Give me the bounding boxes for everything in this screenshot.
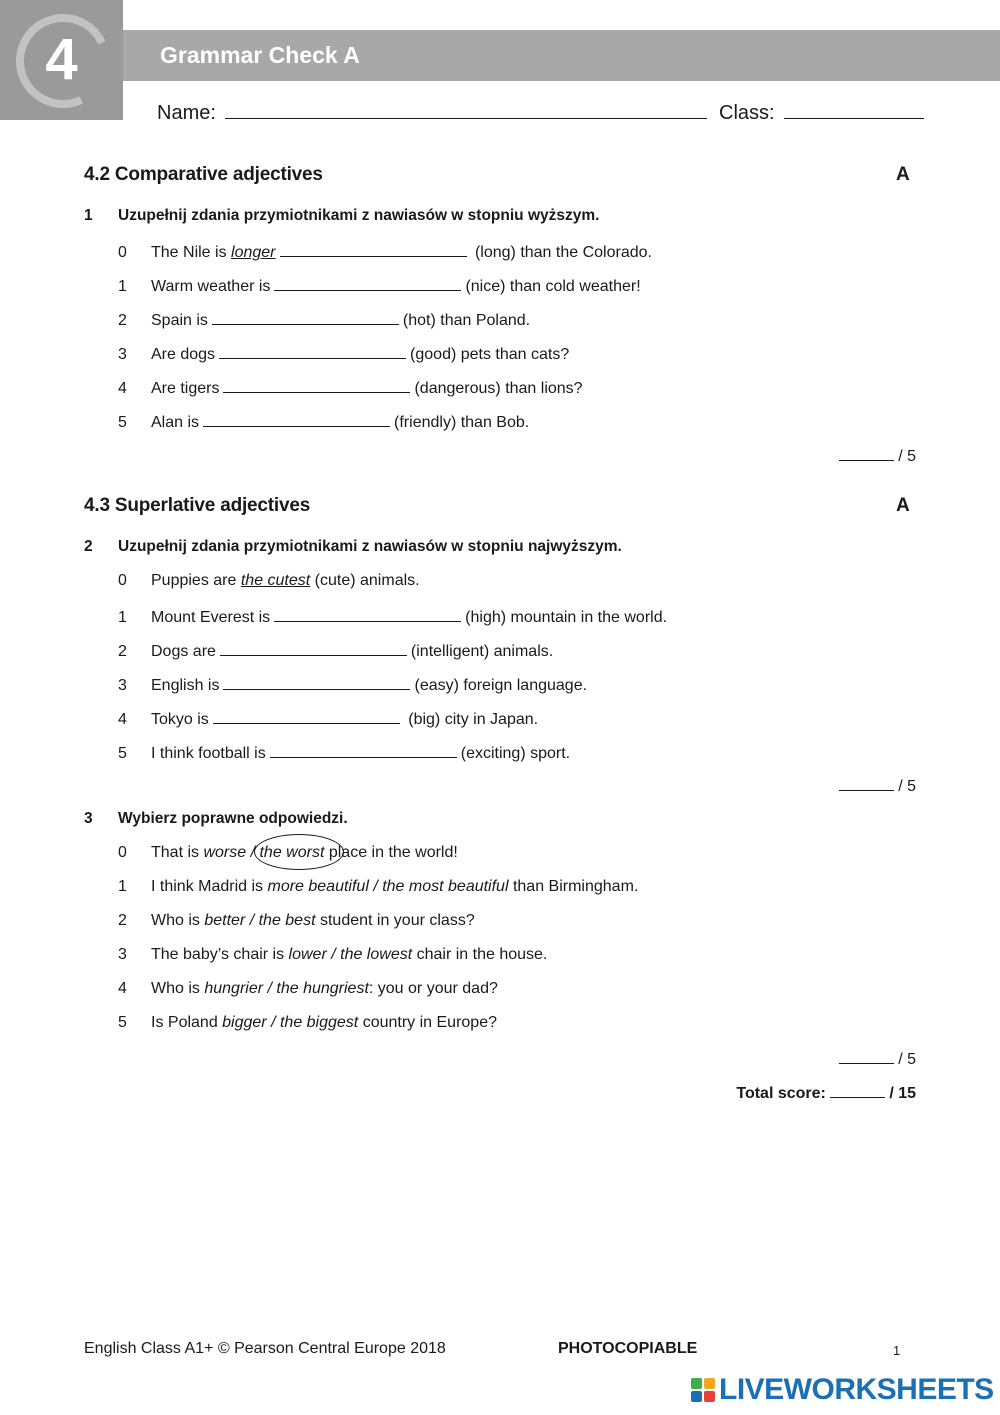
score-field[interactable] — [839, 1049, 894, 1064]
row-text-before: Are dogs — [151, 346, 216, 363]
exercise-row — [118, 275, 641, 296]
class-label: Class: — [719, 102, 775, 124]
score-max: / 5 — [898, 778, 916, 795]
row-text-before: That is — [151, 844, 204, 861]
row-text-after: (exciting) sport. — [460, 745, 571, 762]
row-text-before: Who is — [151, 980, 205, 997]
example-answer: longer — [231, 244, 276, 261]
exercise-row — [118, 309, 530, 330]
row-text-before: Who is — [151, 912, 205, 929]
task-number: 3 — [84, 810, 93, 827]
choice-row — [118, 980, 498, 998]
exercise-row — [118, 377, 583, 398]
answer-field[interactable] — [212, 309, 399, 325]
answer-field[interactable] — [219, 343, 406, 359]
exercise-row — [118, 343, 569, 364]
row-number: 3 — [118, 346, 127, 363]
brand-name: LIVEWORKSHEETS — [719, 1373, 994, 1406]
row-text-before: Warm weather is — [151, 278, 271, 295]
row-text-after: than Birmingham. — [508, 878, 639, 895]
score-field[interactable] — [839, 776, 894, 791]
row-text-before: Are tigers — [151, 380, 220, 397]
row-text-before: Puppies are — [151, 572, 241, 589]
answer-field[interactable] — [274, 606, 461, 622]
choice-row — [118, 878, 638, 896]
answer-field[interactable] — [270, 742, 457, 758]
row-text-after: (dangerous) than lions? — [414, 380, 583, 397]
task-instruction: Wybierz poprawne odpowiedzi. — [118, 810, 348, 827]
row-number: 5 — [118, 414, 127, 431]
example-circle-mark — [254, 834, 344, 870]
task-1-instruction — [84, 207, 599, 225]
exercise-row — [118, 708, 538, 729]
score-section-2 — [839, 776, 916, 796]
row-text-before: English is — [151, 677, 220, 694]
unit-badge — [0, 0, 123, 120]
row-number: 4 — [118, 980, 127, 997]
footer-photocopiable: PHOTOCOPIABLE — [558, 1340, 698, 1357]
row-text-after: (big) city in Japan. — [403, 711, 539, 728]
score-section-1 — [839, 446, 916, 466]
total-score — [736, 1083, 916, 1103]
row-text-after: place in the world! — [324, 844, 458, 861]
answer-options[interactable]: lower / the lowest — [288, 946, 413, 963]
total-score-max: / 15 — [889, 1085, 916, 1102]
row-text-after: chair in the house. — [412, 946, 548, 963]
section-title-comparative: 4.2 Comparative adjectives — [84, 164, 323, 185]
exercise-row — [118, 411, 529, 432]
unit-number: 4 — [45, 27, 78, 92]
footer-copyright: English Class A1+ © Pearson Central Europe 2018 — [84, 1340, 446, 1357]
class-field[interactable] — [784, 101, 924, 119]
row-number: 2 — [118, 912, 127, 929]
row-text-before: Dogs are — [151, 643, 216, 660]
row-number: 0 — [118, 572, 127, 589]
score-section-3 — [839, 1049, 916, 1069]
answer-field[interactable] — [223, 674, 410, 690]
row-text-before: Mount Everest is — [151, 609, 271, 626]
row-text-after: student in your class? — [315, 912, 475, 929]
row-text-after: (friendly) than Bob. — [394, 414, 530, 431]
title-band — [123, 30, 1000, 81]
exercise-row — [118, 241, 652, 262]
row-number: 5 — [118, 1014, 127, 1031]
row-number: 1 — [118, 609, 127, 626]
liveworksheets-brand[interactable] — [691, 1373, 994, 1407]
row-text-after: (intelligent) animals. — [410, 643, 554, 660]
row-text-after: (good) pets than cats? — [410, 346, 570, 363]
row-number: 0 — [118, 844, 127, 861]
answer-options[interactable]: better / the best — [204, 912, 316, 929]
name-class-line — [157, 101, 924, 125]
section-title-superlative: 4.3 Superlative adjectives — [84, 495, 311, 516]
row-number: 3 — [118, 677, 127, 694]
exercise-row — [118, 640, 553, 661]
answer-field[interactable] — [223, 377, 410, 393]
row-text-after: country in Europe? — [358, 1014, 497, 1031]
row-text-after: (easy) foreign language. — [414, 677, 588, 694]
task-number: 1 — [84, 207, 93, 224]
row-text-after: (long) than the Colorado. — [470, 244, 652, 261]
row-number: 3 — [118, 946, 127, 963]
row-number: 2 — [118, 312, 127, 329]
answer-field[interactable] — [213, 708, 400, 724]
task-number: 2 — [84, 538, 93, 555]
row-text-before: I think Madrid is — [151, 878, 268, 895]
total-score-field[interactable] — [830, 1083, 885, 1098]
row-number: 1 — [118, 278, 127, 295]
answer-options[interactable]: bigger / the biggest — [222, 1014, 359, 1031]
choice-row — [118, 946, 547, 964]
row-number: 2 — [118, 643, 127, 660]
page-title: Grammar Check A — [160, 42, 360, 68]
answer-options[interactable]: hungrier / the hungriest — [204, 980, 369, 997]
answer-field[interactable] — [220, 640, 407, 656]
row-number: 4 — [118, 711, 127, 728]
exercise-row — [118, 674, 587, 695]
row-text-before: The baby’s chair is — [151, 946, 289, 963]
exercise-row — [118, 606, 667, 627]
answer-line — [280, 241, 467, 257]
row-text-before: Alan is — [151, 414, 200, 431]
row-text-before: Spain is — [151, 312, 208, 329]
task-instruction: Uzupełnij zdania przymiotnikami z nawiasów w stopniu wyższym. — [118, 207, 600, 224]
choice-row — [118, 1014, 497, 1032]
name-field[interactable] — [225, 101, 707, 119]
task-2-instruction — [84, 538, 622, 556]
row-number: 0 — [118, 244, 127, 261]
score-max: / 5 — [898, 1051, 916, 1068]
example-answer: the cutest — [240, 572, 311, 589]
task-instruction: Uzupełnij zdania przymiotnikami z nawiasów w stopniu najwyższym. — [118, 538, 622, 555]
exercise-row — [118, 742, 570, 763]
row-number: 5 — [118, 745, 127, 762]
row-text-before: The Nile is — [151, 244, 232, 261]
row-text-before: Is Poland — [151, 1014, 223, 1031]
task-3-instruction — [84, 810, 348, 828]
exercise-row — [118, 572, 420, 590]
row-number: 4 — [118, 380, 127, 397]
row-text-after: (high) mountain in the world. — [465, 609, 668, 626]
row-text-before: I think football is — [151, 745, 266, 762]
row-text-after: : you or your dad? — [368, 980, 498, 997]
row-number: 1 — [118, 878, 127, 895]
answer-options[interactable]: more beautiful / the most beautiful — [267, 878, 509, 895]
section-letter: A — [896, 164, 910, 185]
answer-field[interactable] — [274, 275, 461, 291]
row-text-after: (nice) than cold weather! — [465, 278, 641, 295]
total-score-label: Total score: — [736, 1085, 826, 1102]
section-letter: A — [896, 495, 910, 516]
footer-page-number: 1 — [893, 1343, 901, 1358]
row-text-after: (hot) than Poland. — [402, 312, 531, 329]
liveworksheets-logo-icon — [691, 1377, 717, 1403]
score-max: / 5 — [898, 448, 916, 465]
choice-row — [118, 912, 475, 930]
score-field[interactable] — [839, 446, 894, 461]
row-text-before: Tokyo is — [151, 711, 209, 728]
answer-options: worse / the worst — [203, 844, 325, 861]
row-text-after: (cute) animals. — [310, 572, 420, 589]
answer-field[interactable] — [203, 411, 390, 427]
name-label: Name: — [157, 102, 216, 124]
